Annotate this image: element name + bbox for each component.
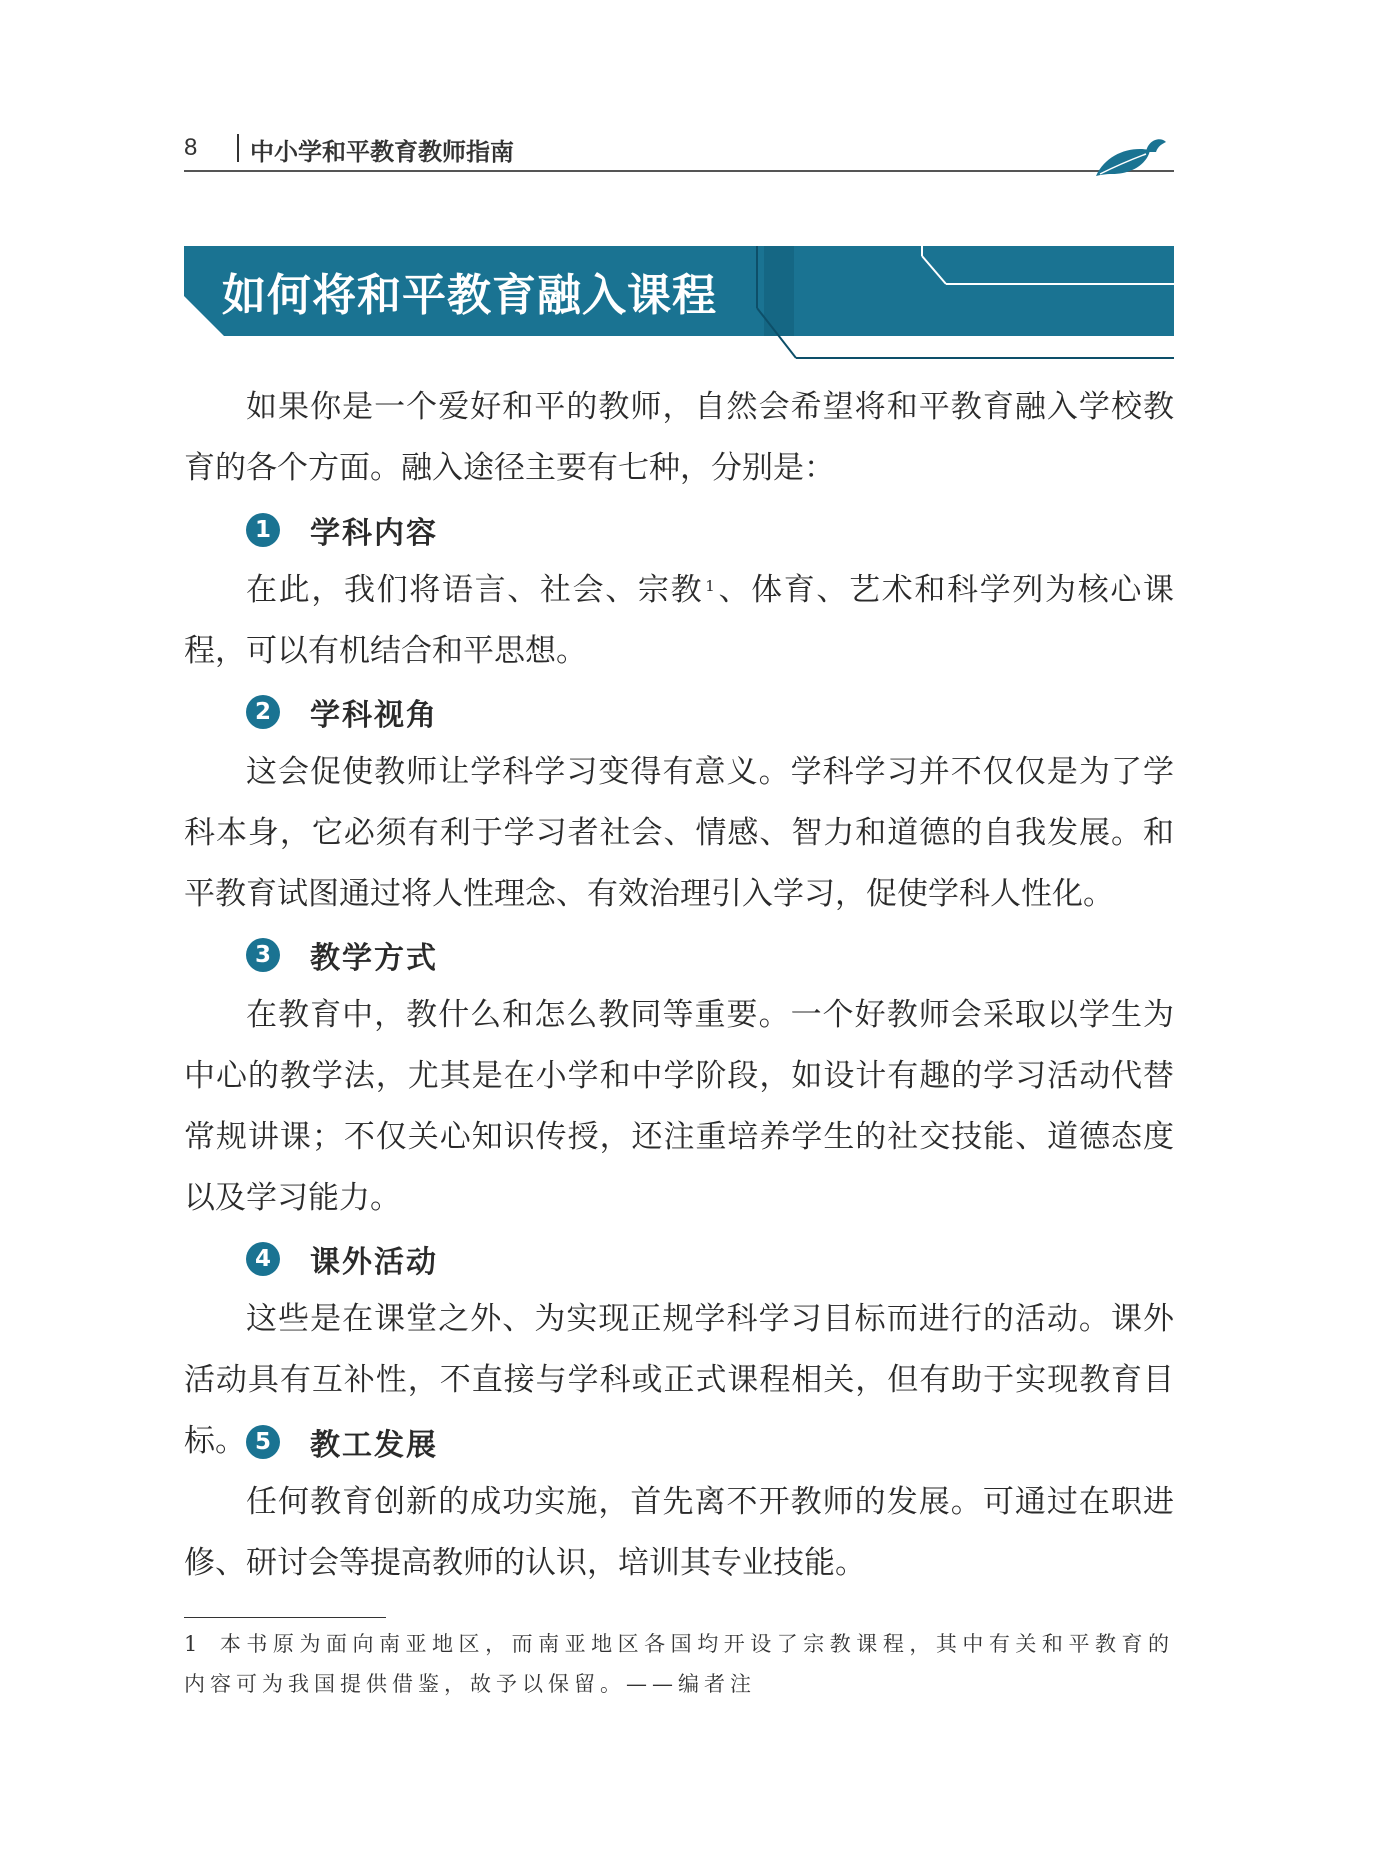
- header-separator: [237, 134, 239, 162]
- section-heading: [246, 1239, 438, 1279]
- leaf-bird-logo-icon: [1090, 132, 1170, 180]
- section-title: 教工发展: [310, 1428, 438, 1463]
- book-title: 中小学和平教育教师指南: [250, 138, 514, 166]
- section-title: 学科内容: [310, 516, 438, 551]
- section-body-text: 在此，我们将语言、社会、宗教: [246, 572, 704, 608]
- footnote: [184, 1624, 1174, 1704]
- section-title: 学科视角: [310, 698, 438, 733]
- section-heading: [246, 510, 438, 550]
- section-body: 这些是在课堂之外、为实现正规学科学习目标而进行的活动。课外活动具有互补性，不直接与学科或正式课程相关，但有助于实现教育目标。: [184, 1301, 1174, 1459]
- section-heading: [246, 692, 438, 732]
- section-number-badge: 5: [246, 1425, 280, 1459]
- page-number: 8: [184, 134, 198, 161]
- section-body-text: 、体育、艺术和科学列为核心课程，可以有机结合和平思想。: [184, 572, 1175, 669]
- footnote-text: 本书原为面向南亚地区，而南亚地区各国均开设了宗教课程，其中有关和平教育的内容可为我国提供借鉴，故予以保留。——编者注: [184, 1632, 1174, 1696]
- header-rule: [184, 170, 1174, 172]
- section-number-badge: 1: [246, 513, 280, 547]
- section-number-badge: 4: [246, 1242, 280, 1276]
- section-title: 教学方式: [310, 941, 438, 976]
- page-title: 如何将和平教育融入课程: [222, 270, 717, 321]
- section-body: 任何教育创新的成功实施，首先离不开教师的发展。可通过在职进修、研讨会等提高教师的认识，培训其专业技能。: [184, 1484, 1174, 1581]
- section-body: 在教育中，教什么和怎么教同等重要。一个好教师会采取以学生为中心的教学法，尤其是在小学和中学阶段，如设计有趣的学习活动代替常规讲课；不仅关心知识传授，还注重培养学生的社交技能、道德态度以及学习能力。: [184, 997, 1174, 1216]
- section-body: 这会促使教师让学科学习变得有意义。学科学习并不仅仅是为了学科本身，它必须有利于学习者社会、情感、智力和道德的自我发展。和平教育试图通过将人性理念、有效治理引入学习，促使学科人性化。: [184, 754, 1174, 912]
- footnote-number: 1: [184, 1632, 198, 1656]
- section-number-badge: 2: [246, 695, 280, 729]
- footnote-reference[interactable]: 1: [705, 577, 715, 595]
- intro-paragraph: 如果你是一个爱好和平的教师，自然会希望将和平教育融入学校教育的各个方面。融入途径主要有七种，分别是：: [184, 389, 1174, 486]
- section-body: [184, 560, 1174, 682]
- section-number-badge: 3: [246, 938, 280, 972]
- section-heading: [246, 1422, 438, 1462]
- footnote-rule: [184, 1617, 386, 1618]
- section-title: 课外活动: [310, 1245, 438, 1280]
- section-heading: [246, 935, 438, 975]
